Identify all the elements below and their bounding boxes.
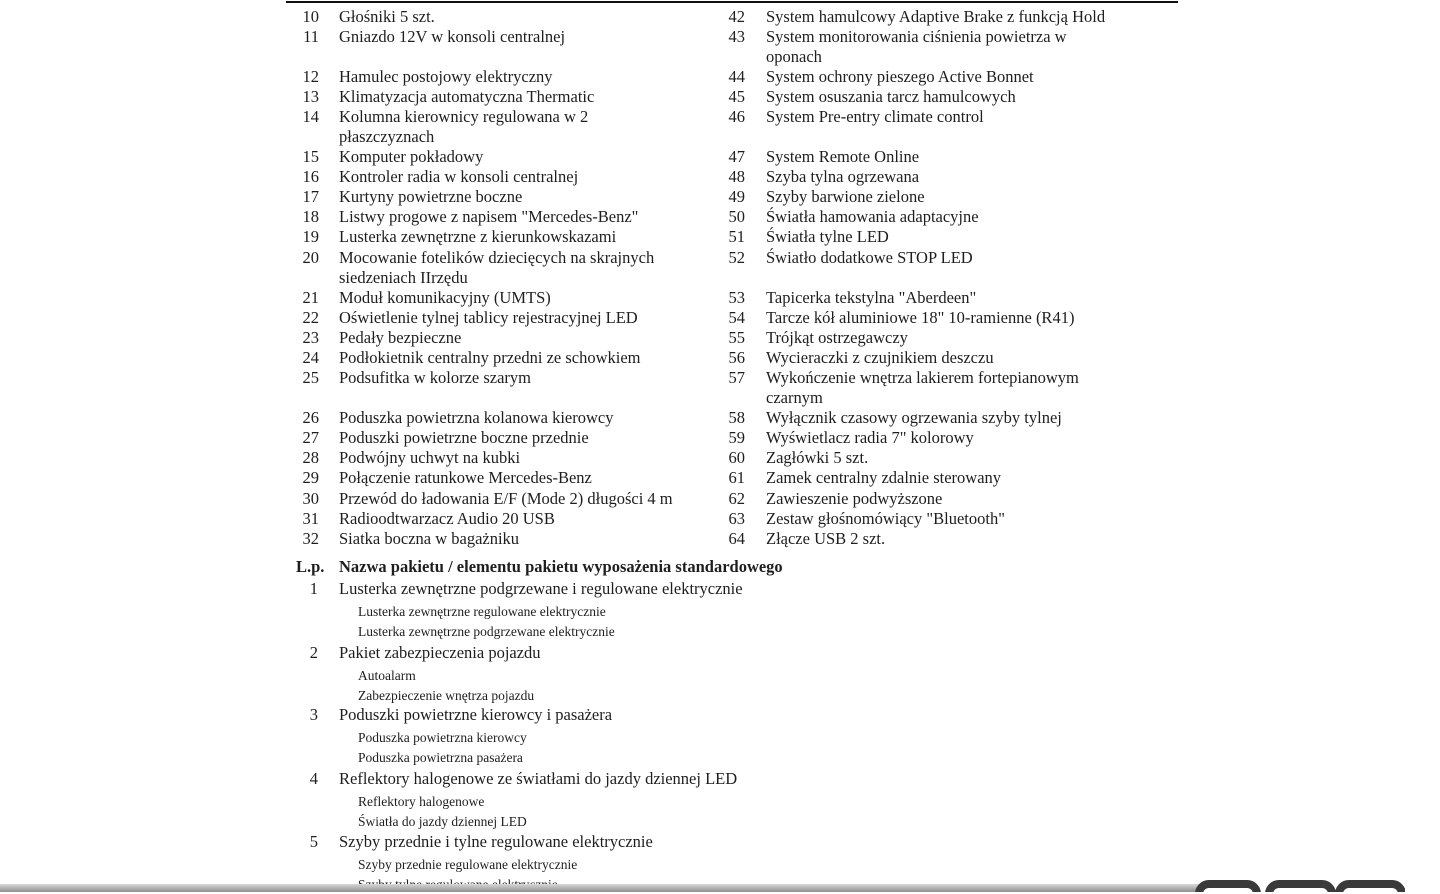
item-text: Wyświetlacz radia 7" kolorowy [766, 428, 974, 447]
item-number: 32 [302, 529, 319, 548]
package-item: Lusterka zewnętrzne regulowane elektrycznie [358, 604, 606, 619]
item-text: Podwójny uchwyt na kubki [339, 448, 521, 467]
item-text: Lusterka zewnętrzne z kierunkowskazami [339, 227, 617, 246]
item-number: 14 [302, 107, 319, 126]
package-item: Szyby przednie regulowane elektrycznie [358, 857, 578, 872]
item-text: System osuszania tarcz hamulcowych [766, 87, 1016, 106]
item-text: Światło dodatkowe STOP LED [766, 248, 973, 267]
package-item: Poduszka powietrzna pasażera [358, 750, 523, 765]
item-number: 10 [302, 7, 319, 26]
item-number: 60 [728, 448, 745, 467]
item-text: Tarcze kół aluminiowe 18" 10-ramienne (R41) [766, 308, 1075, 327]
item-number: 61 [728, 468, 745, 487]
item-text: Przewód do ładowania E/F (Mode 2) długości 4 m [339, 489, 673, 508]
item-number: 13 [302, 87, 319, 106]
item-number: 16 [302, 167, 319, 186]
item-text: Poduszki powietrzne boczne przednie [339, 428, 589, 447]
item-text: Mocowanie fotelików dziecięcych na skrajnych [339, 248, 655, 267]
item-number: 43 [728, 27, 745, 46]
package-number: 4 [309, 769, 318, 788]
item-text: Zawieszenie podwyższone [766, 489, 943, 508]
item-text: Kurtyny powietrzne boczne [339, 187, 523, 206]
item-number: 58 [728, 408, 745, 427]
item-number: 27 [302, 428, 319, 447]
item-text: czarnym [766, 388, 823, 407]
package-name: Lusterka zewnętrzne podgrzewane i regulowane elektrycznie [339, 579, 743, 598]
item-number: 18 [302, 207, 319, 226]
item-text: Głośniki 5 szt. [339, 7, 435, 26]
item-text: Komputer pokładowy [339, 147, 484, 166]
item-number: 44 [728, 67, 745, 86]
item-number: 62 [728, 489, 745, 508]
watermark-logo-fragment [1185, 880, 1405, 892]
item-number: 12 [302, 67, 319, 86]
item-text: System Pre-entry climate control [766, 107, 984, 126]
item-text: Radioodtwarzacz Audio 20 USB [339, 509, 555, 528]
package-item: Światła do jazdy dziennej LED [358, 814, 527, 829]
item-text: Siatka boczna w bagażniku [339, 529, 520, 548]
item-text: Wyłącznik czasowy ogrzewania szyby tylnej [766, 408, 1062, 427]
item-number: 47 [728, 147, 745, 166]
item-number: 21 [302, 288, 319, 307]
package-item: Autoalarm [358, 668, 416, 683]
item-number: 11 [303, 27, 319, 46]
package-item: Lusterka zewnętrzne podgrzewane elektrycznie [358, 624, 615, 639]
packages-header-lp: L.p. [296, 557, 325, 576]
package-number: 5 [309, 832, 318, 851]
item-number: 54 [728, 308, 745, 327]
item-text: System monitorowania ciśnienia powietrza w [766, 27, 1067, 46]
item-text: płaszczyznach [339, 127, 435, 146]
item-text: Tapicerka tekstylna "Aberdeen" [766, 288, 977, 307]
item-text: System Remote Online [766, 147, 920, 166]
item-text: Kolumna kierownicy regulowana w 2 [339, 107, 589, 126]
item-number: 48 [728, 167, 745, 186]
item-text: siedzeniach IIrzędu [339, 268, 468, 287]
item-number: 55 [728, 328, 745, 347]
item-text: Zestaw głośnomówiący "Bluetooth" [766, 509, 1005, 528]
item-number: 64 [728, 529, 745, 548]
bottom-scan-edge [0, 884, 1200, 892]
item-number: 53 [728, 288, 745, 307]
item-text: Hamulec postojowy elektryczny [339, 67, 553, 86]
item-text: Podłokietnik centralny przedni ze schowkiem [339, 348, 641, 367]
item-number: 28 [302, 448, 319, 467]
item-number: 57 [728, 368, 745, 387]
package-number: 2 [309, 643, 318, 662]
item-text: Klimatyzacja automatyczna Thermatic [339, 87, 595, 106]
item-text: Połączenie ratunkowe Mercedes-Benz [339, 468, 592, 487]
item-text: Listwy progowe z napisem "Mercedes-Benz" [339, 207, 639, 226]
packages-header-title: Nazwa pakietu / elementu pakietu wyposażenia standardowego [339, 557, 783, 576]
item-text: Trójkąt ostrzegawczy [766, 328, 908, 347]
item-number: 24 [302, 348, 319, 367]
item-text: System ochrony pieszego Active Bonnet [766, 67, 1034, 86]
item-text: Oświetlenie tylnej tablicy rejestracyjnej LED [339, 308, 638, 327]
item-text: Moduł komunikacyjny (UMTS) [339, 288, 551, 307]
item-text: Zagłówki 5 szt. [766, 448, 869, 467]
item-text: Złącze USB 2 szt. [766, 529, 886, 548]
item-number: 25 [302, 368, 319, 387]
item-text: Poduszka powietrzna kolanowa kierowcy [339, 408, 614, 427]
item-number: 42 [728, 7, 745, 26]
item-text: Światła hamowania adaptacyjne [766, 207, 979, 226]
item-text: Zamek centralny zdalnie sterowany [766, 468, 1002, 487]
item-text: Szyba tylna ogrzewana [766, 167, 920, 186]
item-number: 56 [728, 348, 745, 367]
item-number: 50 [728, 207, 745, 226]
item-number: 31 [302, 509, 319, 528]
item-text: Kontroler radia w konsoli centralnej [339, 167, 579, 186]
item-number: 51 [728, 227, 745, 246]
table-top-rule [286, 1, 1178, 3]
item-number: 17 [302, 187, 319, 206]
item-number: 22 [302, 308, 319, 327]
item-number: 20 [302, 248, 319, 267]
item-number: 63 [728, 509, 745, 528]
item-text: Światła tylne LED [766, 227, 889, 246]
item-number: 29 [302, 468, 319, 487]
package-item: Reflektory halogenowe [358, 794, 485, 809]
item-text: oponach [766, 47, 822, 66]
item-number: 59 [728, 428, 745, 447]
item-text: Szyby barwione zielone [766, 187, 925, 206]
item-number: 15 [302, 147, 319, 166]
package-name: Poduszki powietrzne kierowcy i pasażera [339, 705, 613, 724]
item-number: 52 [728, 248, 745, 267]
item-number: 45 [728, 87, 745, 106]
item-number: 19 [302, 227, 319, 246]
item-text: Gniazdo 12V w konsoli centralnej [339, 27, 566, 46]
item-text: Wycieraczki z czujnikiem deszczu [766, 348, 994, 367]
package-number: 3 [309, 705, 318, 724]
item-number: 26 [302, 408, 319, 427]
package-name: Szyby przednie i tylne regulowane elektrycznie [339, 832, 653, 851]
package-item: Zabezpieczenie wnętrza pojazdu [358, 688, 535, 703]
item-text: Pedały bezpieczne [339, 328, 462, 347]
package-name: Pakiet zabezpieczenia pojazdu [339, 643, 541, 662]
item-number: 46 [728, 107, 745, 126]
item-text: Podsufitka w kolorze szarym [339, 368, 531, 387]
item-number: 30 [302, 489, 319, 508]
item-number: 49 [728, 187, 745, 206]
package-item: Poduszka powietrzna kierowcy [358, 730, 527, 745]
item-text: Wykończenie wnętrza lakierem fortepianowym [766, 368, 1079, 387]
item-number: 23 [302, 328, 319, 347]
package-number: 1 [309, 579, 318, 598]
item-text: System hamulcowy Adaptive Brake z funkcją Hold [766, 7, 1106, 26]
package-name: Reflektory halogenowe ze światłami do jazdy dziennej LED [339, 769, 738, 788]
